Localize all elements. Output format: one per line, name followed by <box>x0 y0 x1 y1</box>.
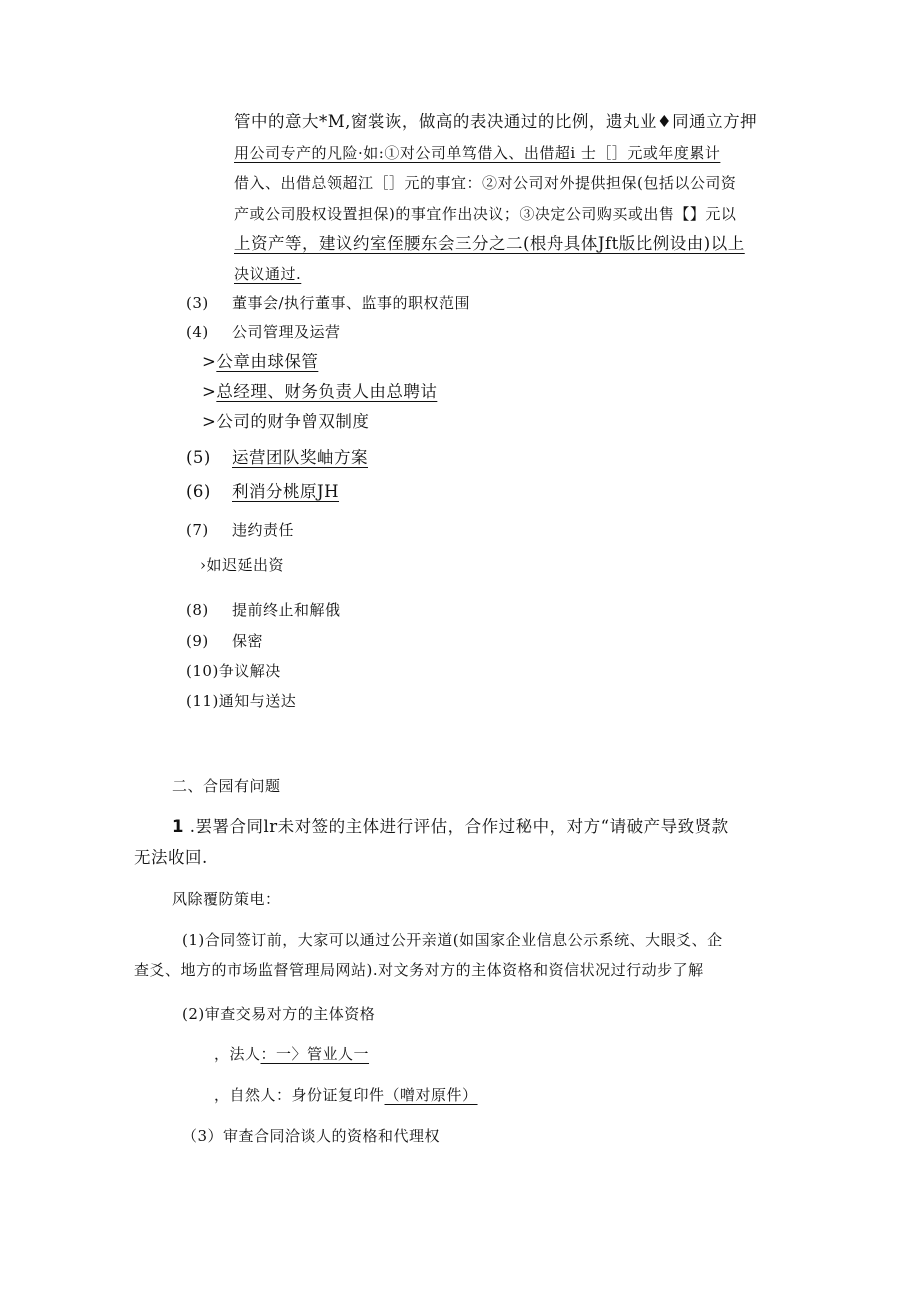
measures-label: 风除覆防策电： <box>172 890 281 908</box>
item-text: 运营团队奖岫方案 <box>232 448 368 467</box>
natural-person-doc: （噌对原件） <box>384 1086 478 1104</box>
sub-list-item <box>202 352 318 372</box>
legal-person-doc: ：一〉管业人一 <box>260 1045 370 1063</box>
sub-item-text: 公章由球保管 <box>216 352 319 371</box>
measure-1-line-2: 查爻、地方的市场监督管理局网站).对文务对方的主体资格和资信状况过行动步了解 <box>134 961 704 979</box>
point-line-1 <box>172 817 729 837</box>
item-number: (5) <box>186 448 211 467</box>
list-item <box>186 322 341 342</box>
arrow-marker: > <box>202 352 217 371</box>
para-line-3: 借入、出借总领超江［］元的事宜：②对公司对外提供担保(包括以公司资 <box>234 174 737 192</box>
section-heading: 二、合园有问题 <box>172 777 281 795</box>
point-number: 1 <box>172 817 184 836</box>
item-text: 董事会/执行董事、监事的职权范围 <box>232 294 471 312</box>
arrow-marker: > <box>202 412 217 431</box>
legal-person-line <box>214 1044 369 1064</box>
para-line-6: 决议通过. <box>234 265 302 283</box>
point-line-2: 无法收回. <box>134 848 208 867</box>
item-text: 公司管理及运营 <box>232 323 341 341</box>
item-text: 提前终止和解俄 <box>232 601 341 619</box>
list-item <box>186 661 281 681</box>
item-text: 保密 <box>232 632 264 650</box>
list-item <box>186 448 368 468</box>
para-line-2: 用公司专产的凡险·如:①对公司单笃借入、出借超i 士［］元或年度累计 <box>234 144 721 162</box>
item-number: (7) <box>186 521 209 539</box>
item-number: (8) <box>186 601 209 619</box>
para-line-5: 上资产等，建议约室侄腰东会三分之二(根舟具体Jft版比例设由)以上 <box>234 234 745 253</box>
list-item <box>186 691 296 711</box>
list-item <box>186 600 341 620</box>
natural-person-label: ，自然人：身份证复印件 <box>214 1086 385 1104</box>
sub-item-text: 公司的财争曾双制度 <box>216 412 370 431</box>
item-number: (3) <box>186 294 209 312</box>
sub-list-item <box>202 382 437 402</box>
list-item <box>186 520 294 540</box>
item-number: (10) <box>186 662 219 680</box>
natural-person-line <box>214 1085 478 1105</box>
item-number: (9) <box>186 632 209 650</box>
sub-item-text: 总经理、财务负责人由总聘诂 <box>216 382 438 401</box>
legal-person-label: ，法人 <box>214 1045 261 1063</box>
measure-1-line-1: (1)合同签订前，大家可以通过公开亲道(如国家企业信息公示系统、大眼爻、企 <box>182 931 723 949</box>
list-item <box>186 631 263 651</box>
measure-2: (2)审查交易对方的主体资格 <box>182 1005 376 1023</box>
item-number: (6) <box>186 482 211 501</box>
item-text: 违约责任 <box>232 521 295 539</box>
sub-list-item <box>202 412 369 432</box>
sub-list-item: ›如迟延出资 <box>200 556 284 574</box>
para-line-1: 管中的意大*M,窗裳诙，做高的表决通过的比例，遗丸业♦同通立方押 <box>234 112 758 131</box>
item-number: (4) <box>186 323 209 341</box>
item-number: (11) <box>186 692 219 710</box>
item-text: 通知与送达 <box>218 692 297 710</box>
item-text: 争议解决 <box>218 662 281 680</box>
list-item <box>186 293 470 313</box>
point-text: .罢署合同lr未对签的主体进行评估，合作过秘中，对方“请破产导致贤款 <box>189 817 729 836</box>
list-item <box>186 482 339 502</box>
para-line-4: 产或公司股权设置担保)的事宜作出决议；③决定公司购买或出售【】元以 <box>234 205 737 223</box>
item-text: 利消分桃原JH <box>232 482 340 501</box>
arrow-marker: > <box>202 382 217 401</box>
measure-3: （3）审查合同洽谈人的资格和代理权 <box>182 1127 441 1145</box>
